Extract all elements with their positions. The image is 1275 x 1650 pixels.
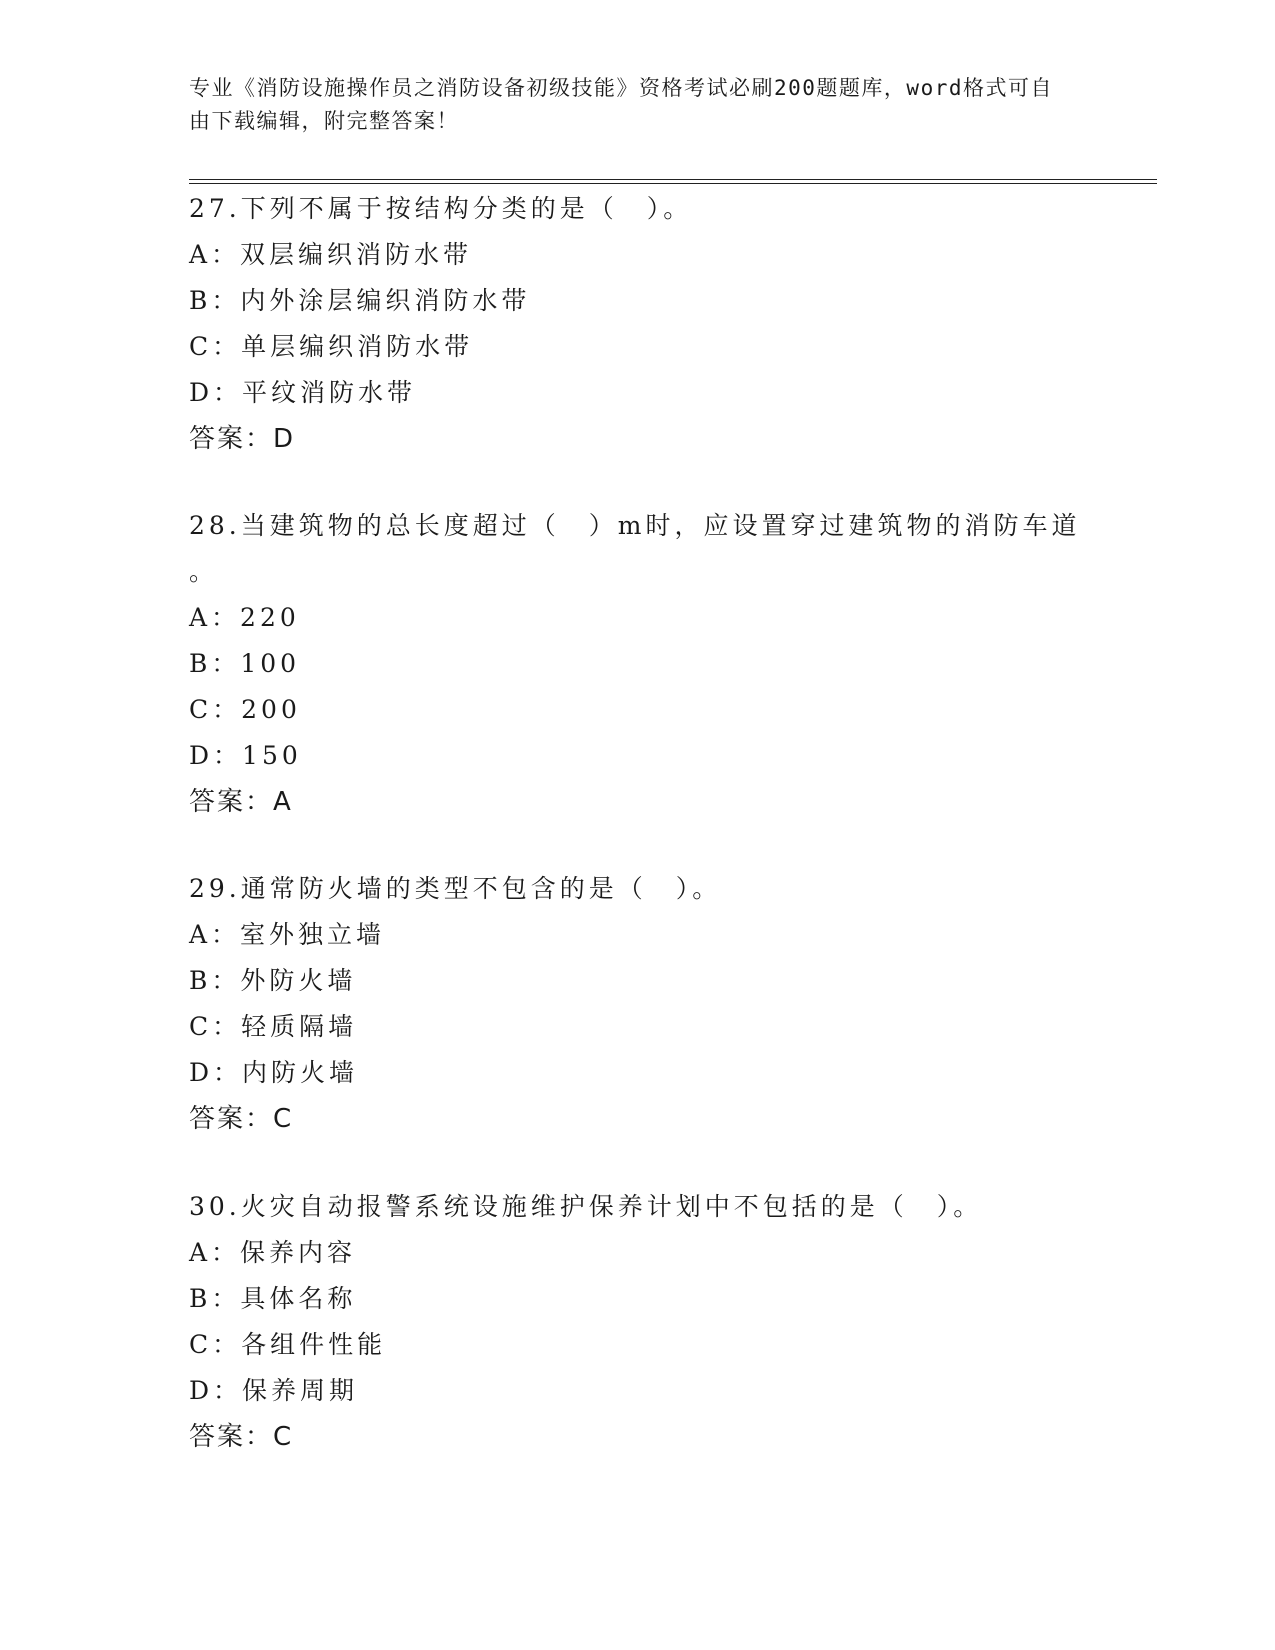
option-b: B：100	[189, 649, 301, 678]
header-divider-top	[189, 179, 1157, 180]
option-a: A：保养内容	[189, 1238, 357, 1267]
question-stem: 29.通常防火墙的类型不包含的是（ ）。	[189, 874, 722, 903]
option-a: A：双层编织消防水带	[189, 240, 473, 269]
option-b: B：具体名称	[189, 1284, 357, 1313]
answer-label: 答案：A	[189, 787, 293, 817]
option-d: D：平纹消防水带	[189, 378, 417, 407]
question-stem: 27.下列不属于按结构分类的是（ ）。	[189, 194, 693, 223]
option-c: C：各组件性能	[189, 1330, 387, 1359]
option-c: C：200	[189, 695, 301, 724]
document-header: 专业《消防设施操作员之消防设备初级技能》资格考试必刷200题题库，word格式可自由下载编辑，附完整答案！	[189, 76, 1053, 133]
answer-label: 答案：C	[189, 1422, 294, 1452]
question-stem: 28.当建筑物的总长度超过（ ）m时，应设置穿过建筑物的消防车道	[189, 511, 1081, 540]
answer-label: 答案：C	[189, 1104, 294, 1134]
option-c: C：轻质隔墙	[189, 1012, 358, 1041]
question-29	[189, 866, 1089, 1142]
option-d: D：150	[189, 741, 302, 770]
option-b: B：内外涂层编织消防水带	[189, 286, 531, 315]
option-a: A：220	[189, 603, 300, 632]
question-stem: 30.火灾自动报警系统设施维护保养计划中不包括的是（ ）。	[189, 1192, 983, 1221]
question-30	[189, 1184, 1089, 1460]
option-b: B：外防火墙	[189, 966, 357, 995]
option-a: A：室外独立墙	[189, 920, 386, 949]
option-d: D：内防火墙	[189, 1058, 359, 1087]
question-27	[189, 186, 1089, 462]
question-28	[189, 503, 1089, 825]
answer-label: 答案：D	[189, 424, 296, 454]
header-divider-bottom	[189, 183, 1157, 184]
option-d: D：保养周期	[189, 1376, 359, 1405]
question-stem-continuation: 。	[189, 557, 219, 586]
option-c: C：单层编织消防水带	[189, 332, 474, 361]
